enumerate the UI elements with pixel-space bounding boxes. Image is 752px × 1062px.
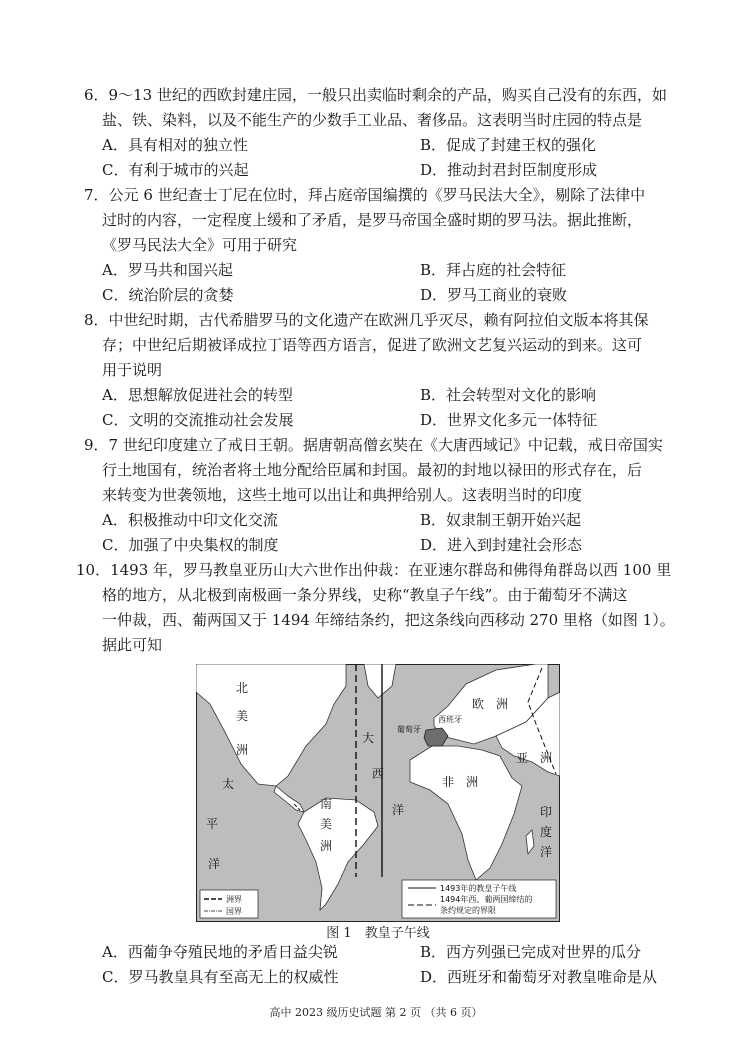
question-stem-line: 公元 6 世纪查士丁尼在位时，拜占庭帝国编撰的《罗马民法大全》，剔除了法律中 <box>108 186 646 204</box>
question-stem-line: 盐、铁、染料，以及不能生产的少数手工业品、奢侈品。这表明当时庄园的特点是 <box>102 111 643 129</box>
question-stem-line: 7 世纪印度建立了戒日王朝。据唐朝高僧玄奘在《大唐西域记》中记载，戒日帝国实 <box>108 436 663 454</box>
question-number: 8． <box>84 311 109 329</box>
label-north-america-2: 美 <box>236 709 249 723</box>
question-10-options <box>84 940 684 990</box>
option-d[interactable]: D．推动封君封臣制度形成 <box>420 161 598 179</box>
legend-1494-text-1: 1494年西、葡两国缔结的 <box>440 895 533 904</box>
label-portugal: 葡萄牙 <box>397 725 421 734</box>
label-north-america-3: 洲 <box>236 743 249 757</box>
question-number: 10． <box>76 561 111 579</box>
label-pacific-3: 洋 <box>208 857 221 871</box>
label-north-america-1: 北 <box>236 681 249 695</box>
label-atlantic-1: 大 <box>362 731 375 745</box>
label-spain: 西班牙 <box>438 715 462 724</box>
legend-border-text: 国界 <box>226 907 242 916</box>
question-stem-line: 过时的内容，一定程度上缓和了矛盾，是罗马帝国全盛时期的罗马法。据此推断， <box>102 211 643 229</box>
label-asia: 亚 洲 <box>516 751 553 765</box>
option-b[interactable]: B．促成了封建王权的强化 <box>420 136 597 154</box>
label-atlantic-2: 西 <box>372 767 385 781</box>
option-a[interactable]: A．具有相对的独立性 <box>102 136 248 154</box>
label-indian-ocean-1: 印 <box>540 805 553 819</box>
label-south-america-2: 美 <box>320 817 333 831</box>
question-stem-line: 行土地国有，统治者将土地分配给臣属和封国。最初的封地以禄田的形式存在，后 <box>102 461 643 479</box>
option-d[interactable]: D．西班牙和葡萄牙对教皇唯命是从 <box>420 968 658 986</box>
question-stem-line: 1493 年，罗马教皇亚历山大六世作出仲裁：在亚速尔群岛和佛得角群岛以西 100 里 <box>110 561 672 579</box>
question-8 <box>84 308 684 433</box>
question-stem-line: 一仲裁，西、葡两国又于 1494 年缔结条约，把这条线向西移动 270 里格（如图 1）。 <box>102 611 675 629</box>
legend-1494-text-2: 条约规定的界限 <box>440 906 496 915</box>
question-stem-line: 用于说明 <box>102 361 163 379</box>
option-a[interactable]: A．西葡争夺殖民地的矛盾日益尖锐 <box>102 943 338 961</box>
question-stem-line: 中世纪时期，古代希腊罗马的文化遗产在欧洲几乎灭尽，赖有阿拉伯文版本将其保 <box>108 311 649 329</box>
question-number: 9． <box>84 436 109 454</box>
question-stem-line: 来转变为世袭领地，这些土地可以出让和典押给别人。这表明当时的印度 <box>102 486 583 504</box>
option-d[interactable]: D．罗马工商业的衰败 <box>420 286 568 304</box>
question-6 <box>84 83 684 183</box>
option-c[interactable]: C．统治阶层的贪婪 <box>102 286 234 304</box>
question-number: 6． <box>84 86 109 104</box>
option-b[interactable]: B．社会转型对文化的影响 <box>420 386 597 404</box>
question-7 <box>84 183 684 308</box>
option-a[interactable]: A．积极推动中印文化交流 <box>102 511 278 529</box>
option-b[interactable]: B．奴隶制王朝开始兴起 <box>420 511 582 529</box>
question-stem-line: 9～13 世纪的西欧封建庄园，一般只出卖临时剩余的产品，购买自己没有的东西，如 <box>108 86 667 104</box>
label-indian-ocean-2: 度 <box>540 825 553 839</box>
world-map-svg <box>196 664 560 922</box>
question-stem-line: 据此可知 <box>102 636 163 654</box>
question-10 <box>76 558 676 658</box>
papal-line-map <box>196 664 560 922</box>
label-africa: 非 洲 <box>442 775 479 789</box>
label-indian-ocean-3: 洋 <box>540 845 553 859</box>
label-pacific-2: 平 <box>206 817 219 831</box>
option-c[interactable]: C．罗马教皇具有至高无上的权威性 <box>102 968 339 986</box>
option-d[interactable]: D．进入到封建社会形态 <box>420 536 583 554</box>
question-9 <box>84 433 684 558</box>
question-stem-line: 《罗马民法大全》可用于研究 <box>102 236 298 254</box>
option-d[interactable]: D．世界文化多元一体特征 <box>420 411 598 429</box>
label-south-america-1: 南 <box>320 797 333 811</box>
question-stem-line: 格的地方，从北极到南极画一条分界线，史称“教皇子午线”。由于葡萄牙不满这 <box>102 586 628 604</box>
label-atlantic-3: 洋 <box>392 803 405 817</box>
option-b[interactable]: B．西方列强已完成对世界的瓜分 <box>420 943 642 961</box>
label-pacific-1: 太 <box>222 777 235 791</box>
figure-caption: 图 1 教皇子午线 <box>326 926 430 941</box>
option-c[interactable]: C．加强了中央集权的制度 <box>102 536 279 554</box>
option-a[interactable]: A．思想解放促进社会的转型 <box>102 386 293 404</box>
option-c[interactable]: C．文明的交流推动社会发展 <box>102 411 294 429</box>
label-south-america-3: 洲 <box>320 839 333 853</box>
legend-continent-text: 洲界 <box>226 895 242 904</box>
question-number: 7． <box>84 186 109 204</box>
question-stem-line: 存；中世纪后期被译成拉丁语等西方语言，促进了欧洲文艺复兴运动的到来。这可 <box>102 336 643 354</box>
label-europe: 欧 洲 <box>472 697 509 711</box>
option-c[interactable]: C．有利于城市的兴起 <box>102 161 249 179</box>
option-b[interactable]: B．拜占庭的社会特征 <box>420 261 567 279</box>
legend-1493-text: 1493年的教皇子午线 <box>440 884 517 893</box>
page-footer: 高中 2023 级历史试题 第 2 页 （共 6 页） <box>269 1006 483 1019</box>
option-a[interactable]: A．罗马共和国兴起 <box>102 261 233 279</box>
